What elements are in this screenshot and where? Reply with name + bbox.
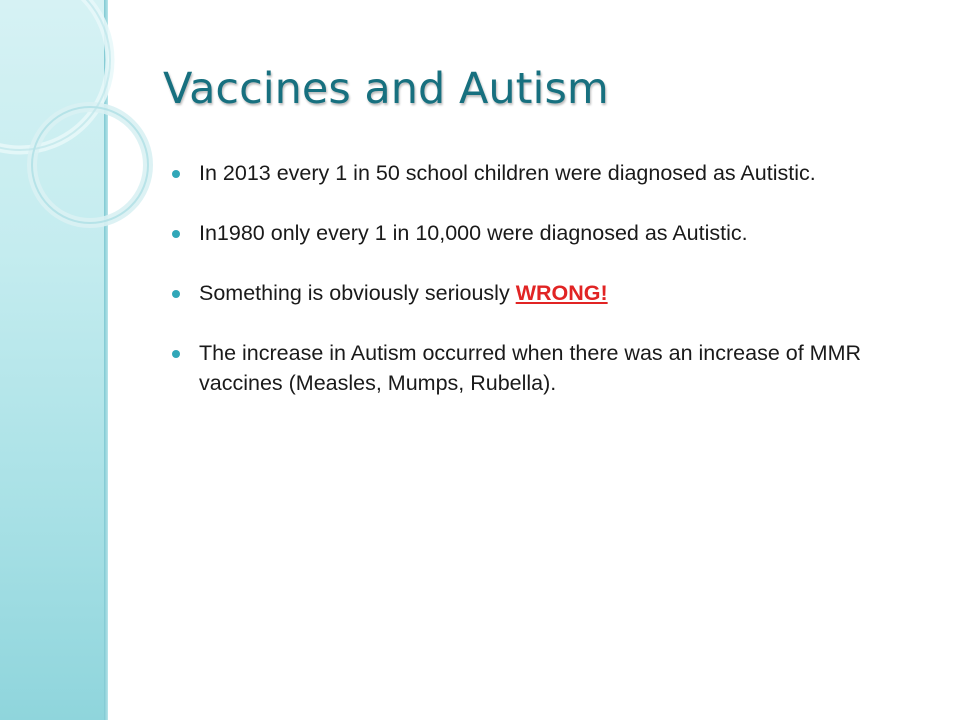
bullet-item xyxy=(172,278,872,308)
bullet-dot-icon xyxy=(172,350,180,358)
bullet-dot-icon xyxy=(172,290,180,298)
ring-large xyxy=(0,0,110,150)
bullet-dot-icon xyxy=(172,170,180,178)
bullet-text: In1980 only every 1 in 10,000 were diagnosed as Autistic. xyxy=(199,221,748,245)
ring-small-inner xyxy=(32,107,148,223)
ring-large-inner xyxy=(0,0,110,150)
bullet-item xyxy=(172,158,872,188)
bullet-text: The increase in Autism occurred when there was an increase of MMR vaccines (Measles, Mumps, Rubella). xyxy=(199,341,862,395)
bullet-text: Something is obviously seriously xyxy=(199,281,516,305)
bullet-item xyxy=(172,218,872,248)
bullet-list xyxy=(172,158,872,428)
bullet-item xyxy=(172,338,872,398)
bullet-text: In 2013 every 1 in 50 school children were diagnosed as Autistic. xyxy=(199,161,816,185)
bullet-dot-icon xyxy=(172,230,180,238)
slide-title: Vaccines and Autism xyxy=(163,64,609,114)
emphasis-text: WRONG! xyxy=(515,281,608,305)
